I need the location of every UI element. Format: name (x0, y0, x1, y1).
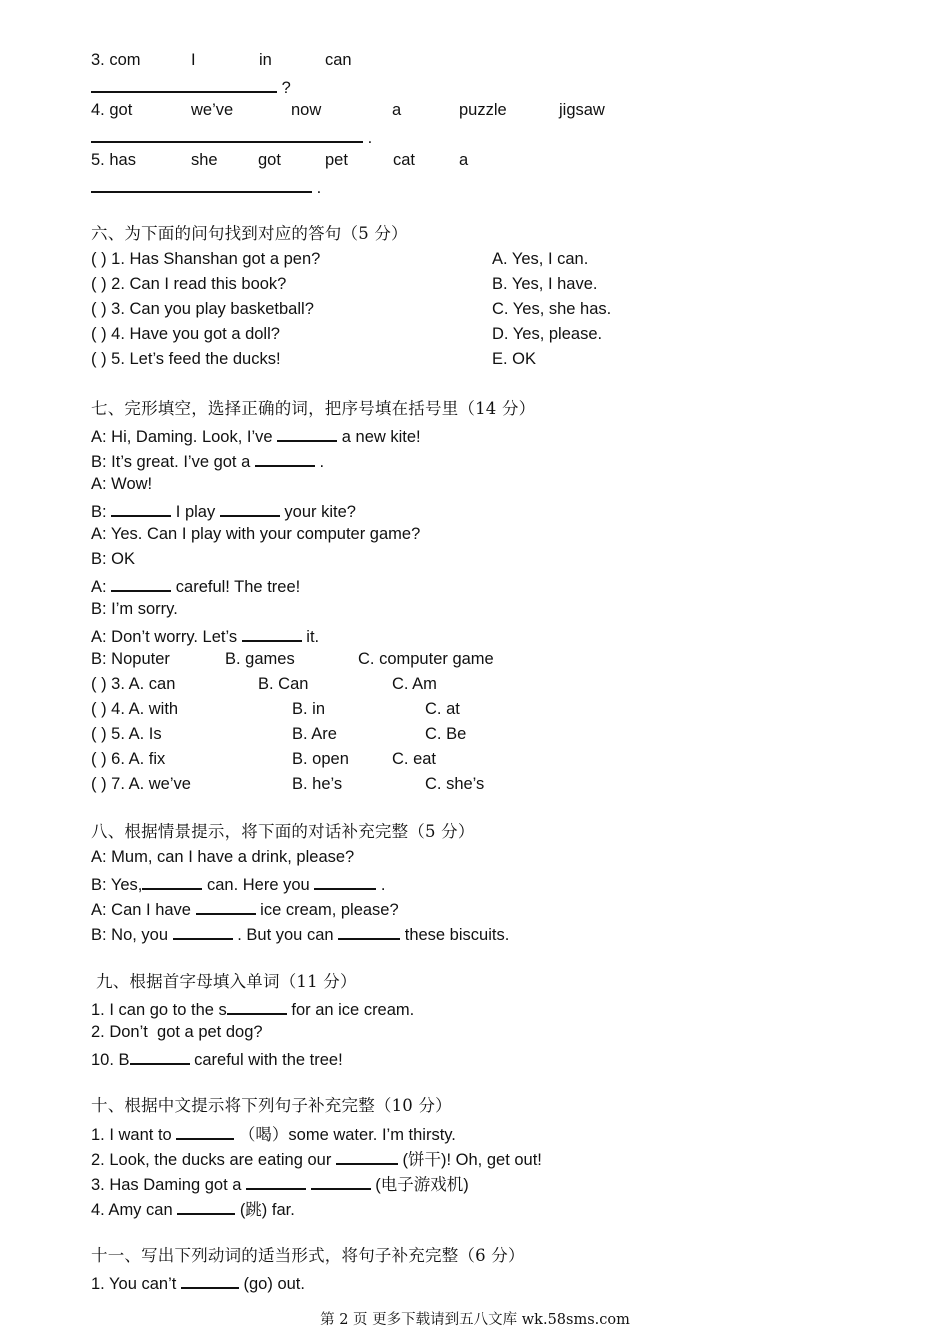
fill-line (91, 1145, 542, 1169)
dialogue-line: B: OK (91, 550, 136, 568)
dialogue-line: A: Mum, can I have a drink, please? (91, 848, 355, 866)
word: 5. has (91, 151, 136, 169)
choice-a[interactable]: ( ) 7. A. we’ve (91, 775, 191, 793)
choice-row (91, 672, 691, 696)
dialogue-line (91, 622, 319, 646)
dialogue-line (91, 895, 399, 919)
dialogue-line (91, 920, 509, 944)
text: 1. I can go to the s (91, 1001, 227, 1019)
dialogue-line (91, 497, 356, 521)
dialogue-line: A: Yes. Can I play with your computer game? (91, 525, 421, 543)
fill-line (91, 1195, 295, 1219)
choice-c[interactable]: C. she’s (425, 775, 485, 793)
text: 4. Amy can (91, 1201, 173, 1219)
choice-b[interactable]: B. Can (258, 675, 309, 693)
option: B. games (225, 650, 295, 668)
blank[interactable] (227, 995, 287, 1015)
text: A: Don’t worry. Let’s (91, 628, 238, 646)
text: B: It’s great. I’ve got a (91, 453, 251, 471)
text: careful! The tree! (175, 578, 301, 596)
word: can (325, 51, 352, 69)
section9-title: 九、根据首字母填入单词（11 分） (96, 972, 357, 991)
end-punctuation: . (367, 129, 373, 147)
word: a (459, 151, 469, 169)
word: pet (325, 151, 348, 169)
blank[interactable] (311, 1170, 371, 1190)
word: she (191, 151, 218, 169)
text: 10. B (91, 1051, 130, 1069)
reorder-q5-answer-line[interactable] (91, 173, 321, 197)
reorder-q3-answer-line[interactable] (91, 73, 291, 97)
reorder-q4-words (91, 98, 691, 122)
text: can. Here you (206, 876, 310, 894)
text: 1. I want to (91, 1126, 172, 1144)
fill-line (91, 1045, 343, 1069)
match-question[interactable]: ( ) 4. Have you got a doll? (91, 325, 280, 343)
match-question[interactable]: ( ) 3. Can you play basketball? (91, 300, 314, 318)
blank[interactable] (196, 895, 256, 915)
blank[interactable] (111, 572, 171, 592)
text: your kite? (284, 503, 356, 521)
fill-line (91, 1269, 305, 1293)
blank[interactable] (142, 870, 202, 890)
blank[interactable] (255, 447, 315, 467)
dialogue-line (91, 870, 386, 894)
option: C. computer game (358, 650, 494, 668)
word: 4. got (91, 101, 133, 119)
choice-a[interactable]: ( ) 6. A. fix (91, 750, 166, 768)
choice-b[interactable]: B. Are (292, 725, 337, 743)
word: now (291, 101, 322, 119)
text: ice cream, please? (260, 901, 399, 919)
text: (跳) far. (239, 1201, 295, 1219)
choice-c[interactable]: C. eat (392, 750, 437, 768)
blank[interactable] (173, 920, 233, 940)
text: A: Hi, Daming. Look, I’ve (91, 428, 273, 446)
text: B: (91, 503, 107, 521)
blank[interactable] (336, 1145, 398, 1165)
text: B: Yes, (91, 876, 143, 894)
choice-b[interactable]: B. in (292, 700, 326, 718)
text: A: Can I have (91, 901, 191, 919)
match-question[interactable]: ( ) 1. Has Shanshan got a pen? (91, 250, 321, 268)
blank[interactable] (130, 1045, 190, 1065)
choice-a[interactable]: ( ) 4. A. with (91, 700, 179, 718)
blank[interactable] (176, 1120, 234, 1140)
text: for an ice cream. (291, 1001, 415, 1019)
choice-c[interactable]: C. Be (425, 725, 467, 743)
dialogue-line (91, 572, 300, 596)
word: 3. com (91, 51, 141, 69)
match-question[interactable]: ( ) 2. Can I read this book? (91, 275, 287, 293)
text: (饼干)! Oh, get out! (402, 1151, 542, 1169)
blank[interactable] (314, 870, 376, 890)
fill-line (91, 1120, 456, 1144)
dialogue-line: A: Wow! (91, 475, 153, 493)
choice-c[interactable]: C. at (425, 700, 460, 718)
match-answer: D. Yes, please. (492, 325, 603, 343)
section11-title: 十一、写出下列动词的适当形式，将句子补充完整（6 分） (91, 1246, 525, 1265)
choice-b[interactable]: B. open (292, 750, 349, 768)
text: 1. You can’t (91, 1275, 177, 1293)
word: a (392, 101, 402, 119)
text: . (319, 453, 325, 471)
blank[interactable] (242, 622, 302, 642)
match-answer: C. Yes, she has. (492, 300, 612, 318)
text: a new kite! (341, 428, 421, 446)
blank[interactable] (111, 497, 171, 517)
blank[interactable] (181, 1269, 239, 1289)
fill-line (91, 995, 414, 1019)
text: these biscuits. (404, 926, 510, 944)
choice-a[interactable]: ( ) 3. A. can (91, 675, 176, 693)
reorder-q3-words (91, 48, 691, 72)
match-answer: E. OK (492, 350, 537, 368)
text: (go) out. (243, 1275, 305, 1293)
text: B: No, you (91, 926, 169, 944)
blank[interactable] (277, 422, 337, 442)
text: I play (175, 503, 216, 521)
dialogue-line (91, 422, 421, 446)
choice-row (91, 747, 691, 771)
choice-row (91, 722, 691, 746)
blank[interactable] (177, 1195, 235, 1215)
fill-line: 2. Don’t got a pet dog? (91, 1023, 263, 1041)
word: I (191, 51, 196, 69)
word: jigsaw (559, 101, 605, 119)
word: in (259, 51, 272, 69)
text: A: (91, 578, 107, 596)
word: we’ve (191, 101, 234, 119)
option: B: Noputer (91, 650, 170, 668)
text: it. (306, 628, 320, 646)
blank[interactable] (220, 497, 280, 517)
word: puzzle (459, 101, 507, 119)
choice-row (91, 697, 691, 721)
reorder-q5-words (91, 148, 691, 172)
text: . But you can (237, 926, 334, 944)
text: (电子游戏机) (375, 1176, 469, 1194)
blank[interactable] (246, 1170, 306, 1190)
section6-title: 六、为下面的问句找到对应的答句（5 分） (91, 224, 408, 243)
match-answer: A. Yes, I can. (492, 250, 589, 268)
text: careful with the tree! (194, 1051, 343, 1069)
blank[interactable] (338, 920, 400, 940)
choice-b[interactable]: B. he’s (292, 775, 343, 793)
text: 3. Has Daming got a (91, 1176, 242, 1194)
section8-title: 八、根据情景提示，将下面的对话补充完整（5 分） (91, 822, 475, 841)
choice-c[interactable]: C. Am (392, 675, 437, 693)
section7-title: 七、完形填空，选择正确的词，把序号填在括号里（14 分） (91, 399, 536, 418)
fill-line (91, 1170, 469, 1194)
choice-row (91, 772, 691, 796)
dialogue-line: B: I’m sorry. (91, 600, 178, 618)
text: （喝）some water. I’m thirsty. (238, 1126, 456, 1144)
word: cat (393, 151, 416, 169)
choice-a[interactable]: ( ) 5. A. Is (91, 725, 162, 743)
reorder-q4-answer-line[interactable] (91, 123, 372, 147)
text: 2. Look, the ducks are eating our (91, 1151, 332, 1169)
option-row (91, 647, 691, 671)
match-question[interactable]: ( ) 5. Let’s feed the ducks! (91, 350, 281, 368)
end-punctuation: . (316, 179, 322, 197)
text: . (380, 876, 386, 894)
match-answer: B. Yes, I have. (492, 275, 598, 293)
page-footer: 第 2 页 更多下载请到五八文库 wk.58sms.com (320, 1312, 630, 1328)
end-punctuation: ? (281, 79, 291, 97)
section10-title: 十、根据中文提示将下列句子补充完整（10 分） (91, 1096, 452, 1115)
word: got (258, 151, 281, 169)
dialogue-line (91, 447, 324, 471)
